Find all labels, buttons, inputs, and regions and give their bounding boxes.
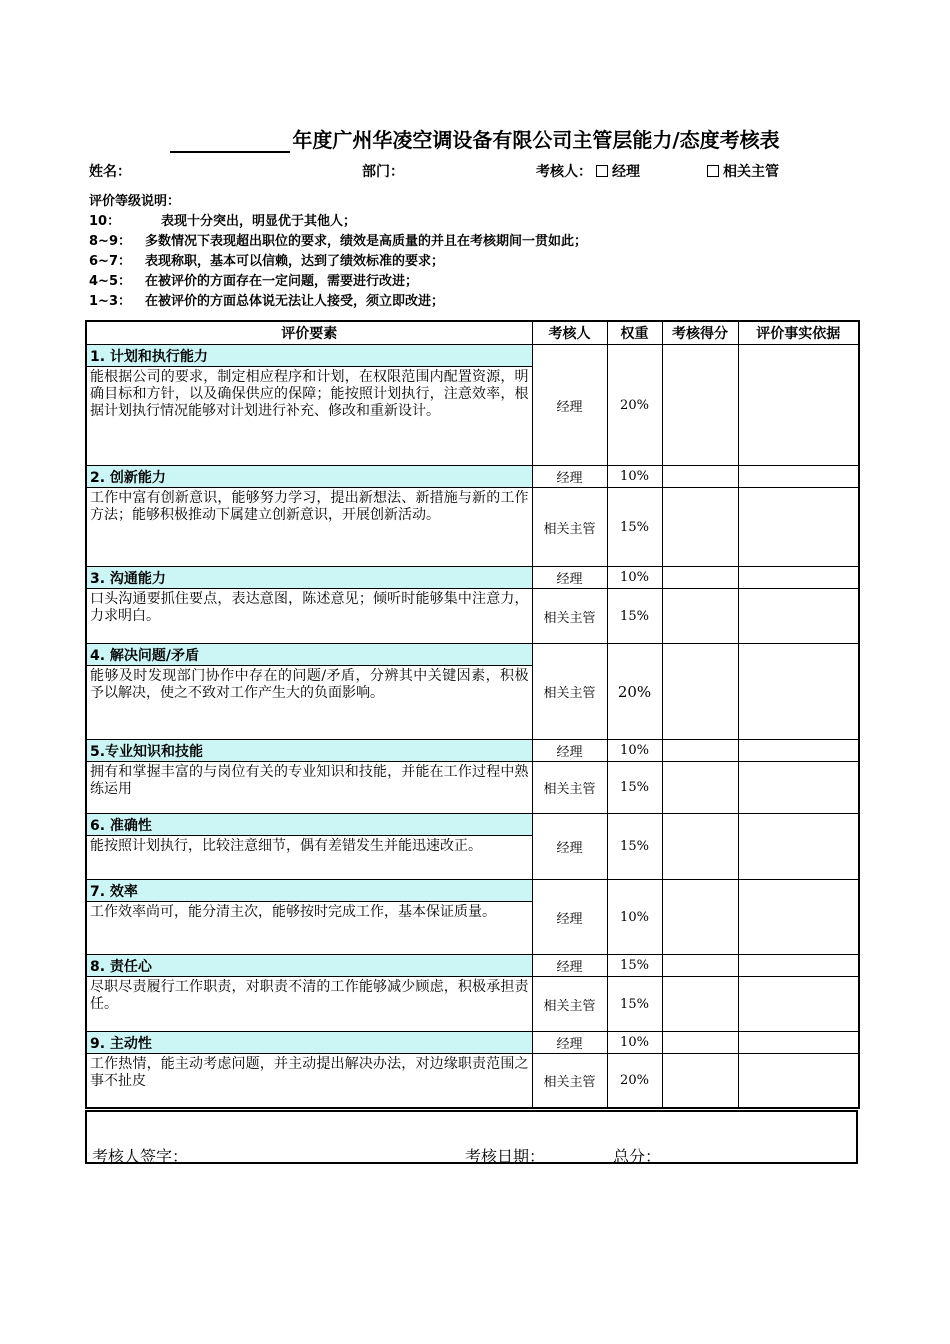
section-description: 能根据公司的要求，制定相应程序和计划，在权限范围内配置资源，明确目标和方针，以及确保供应的保障；能按照计划执行，注意效率，根据计划执行情况能够对计划进行补充、修改和重新设计。 <box>86 367 532 466</box>
legend-text: 在被评价的方面存在一定问题，需要进行改进； <box>145 274 419 289</box>
score-cell[interactable] <box>662 955 738 977</box>
legend-row <box>89 292 587 312</box>
evidence-cell[interactable] <box>738 567 859 589</box>
section-description: 工作热情，能主动考虑问题，并主动提出解决办法，对边缘职责范围之事不扯皮 <box>86 1054 532 1108</box>
weight-cell: 15% <box>607 814 662 880</box>
form-title-text: 年度广州华凌空调设备有限公司主管层能力/态度考核表 <box>292 128 780 152</box>
section-title: 6. 准确性 <box>86 814 532 836</box>
legend-level: 8~9： <box>89 234 131 249</box>
score-cell[interactable] <box>662 589 738 644</box>
score-cell[interactable] <box>662 814 738 880</box>
section-description: 能按照计划执行，比较注意细节，偶有差错发生并能迅速改正。 <box>86 836 532 880</box>
section-title: 7. 效率 <box>86 880 532 902</box>
score-cell[interactable] <box>662 762 738 814</box>
table-header-row <box>86 321 859 345</box>
weight-cell: 15% <box>607 488 662 567</box>
legend-text: 在被评价的方面总体说无法让人接受，须立即改进； <box>145 294 445 309</box>
legend-row <box>89 212 587 232</box>
weight-cell: 10% <box>607 880 662 955</box>
table-row <box>86 345 859 367</box>
evidence-cell[interactable] <box>738 345 859 466</box>
assessor-label: 考核人： <box>536 164 592 180</box>
legend-level: 4~5： <box>89 274 131 289</box>
assessor-cell: 经理 <box>532 1032 607 1054</box>
section-description: 工作中富有创新意识，能够努力学习，提出新想法、新措施与新的工作方法；能够积极推动下属建立创新意识，开展创新活动。 <box>86 488 532 567</box>
assessor-cell: 经理 <box>532 466 607 488</box>
section-title: 9. 主动性 <box>86 1032 532 1054</box>
section-title: 2. 创新能力 <box>86 466 532 488</box>
signature-footer <box>85 1110 858 1164</box>
evidence-cell[interactable] <box>738 1054 859 1108</box>
table-row <box>86 1054 859 1108</box>
weight-cell: 15% <box>607 977 662 1032</box>
section-description: 尽职尽责履行工作职责，对职责不清的工作能够减少顾虑，积极承担责任。 <box>86 977 532 1032</box>
score-cell[interactable] <box>662 977 738 1032</box>
evidence-cell[interactable] <box>738 762 859 814</box>
evidence-cell[interactable] <box>738 880 859 955</box>
table-row <box>86 1032 859 1054</box>
table-row <box>86 740 859 762</box>
assessor-cell: 相关主管 <box>532 1054 607 1108</box>
assessor-options <box>536 161 640 181</box>
legend-level: 10： <box>89 214 121 229</box>
assessor-cell: 相关主管 <box>532 644 607 740</box>
header-evidence: 评价事实依据 <box>738 321 859 345</box>
assessor-cell: 经理 <box>532 880 607 955</box>
assessor-cell: 相关主管 <box>532 488 607 567</box>
legend-heading: 评价等级说明： <box>89 194 181 209</box>
weight-cell: 20% <box>607 345 662 466</box>
legend-text: 表现称职，基本可以信赖，达到了绩效标准的要求； <box>145 254 445 269</box>
total-score-label: 总分： <box>613 1147 662 1166</box>
header-assessor: 考核人 <box>532 321 607 345</box>
weight-cell: 10% <box>607 466 662 488</box>
table-row <box>86 762 859 814</box>
evidence-cell[interactable] <box>738 644 859 740</box>
table-row <box>86 814 859 836</box>
assessor-cell: 相关主管 <box>532 589 607 644</box>
score-cell[interactable] <box>662 345 738 466</box>
legend-level: 1~3： <box>89 294 131 309</box>
weight-cell: 15% <box>607 955 662 977</box>
weight-cell: 10% <box>607 740 662 762</box>
evaluation-table <box>85 320 860 1109</box>
manager-checkbox[interactable] <box>596 165 608 177</box>
evidence-cell[interactable] <box>738 814 859 880</box>
section-description: 能够及时发现部门协作中存在的问题/矛盾，分辨其中关键因素，积极予以解决，使之不致对工作产生大的负面影响。 <box>86 666 532 740</box>
legend-text: 表现十分突出，明显优于其他人； <box>161 214 357 229</box>
weight-cell: 10% <box>607 567 662 589</box>
legend-text: 多数情况下表现超出职位的要求，绩效是高质量的并且在考核期间一贯如此； <box>145 234 588 249</box>
evidence-cell[interactable] <box>738 488 859 567</box>
manager-option-label: 经理 <box>612 164 640 180</box>
section-title: 3. 沟通能力 <box>86 567 532 589</box>
score-cell[interactable] <box>662 567 738 589</box>
legend-row <box>89 232 587 252</box>
assessor-cell: 经理 <box>532 567 607 589</box>
score-cell[interactable] <box>662 488 738 567</box>
assessor-cell: 经理 <box>532 814 607 880</box>
date-label: 考核日期： <box>465 1147 546 1166</box>
header-weight: 权重 <box>607 321 662 345</box>
name-label: 姓名： <box>89 164 131 180</box>
header-criteria: 评价要素 <box>86 321 532 345</box>
assessor-cell: 经理 <box>532 955 607 977</box>
assessor-cell: 相关主管 <box>532 977 607 1032</box>
assessor-cell: 经理 <box>532 740 607 762</box>
evidence-cell[interactable] <box>738 955 859 977</box>
evidence-cell[interactable] <box>738 740 859 762</box>
signature-label: 考核人签字： <box>92 1147 189 1166</box>
form-title <box>0 124 950 153</box>
table-row <box>86 466 859 488</box>
rating-legend <box>89 192 587 312</box>
table-row <box>86 955 859 977</box>
supervisor-checkbox[interactable] <box>707 165 719 177</box>
table-row <box>86 977 859 1032</box>
evidence-cell[interactable] <box>738 1032 859 1054</box>
section-title: 5.专业知识和技能 <box>86 740 532 762</box>
table-row <box>86 589 859 644</box>
header-score: 考核得分 <box>662 321 738 345</box>
weight-cell: 20% <box>607 644 662 740</box>
section-description: 拥有和掌握丰富的与岗位有关的专业知识和技能，并能在工作过程中熟练运用 <box>86 762 532 814</box>
section-description: 口头沟通要抓住要点，表达意图，陈述意见；倾听时能够集中注意力，力求明白。 <box>86 589 532 644</box>
evidence-cell[interactable] <box>738 466 859 488</box>
section-title: 8. 责任心 <box>86 955 532 977</box>
supervisor-option-label: 相关主管 <box>723 164 779 180</box>
table-row <box>86 567 859 589</box>
section-description: 工作效率尚可，能分清主次，能够按时完成工作，基本保证质量。 <box>86 902 532 955</box>
score-cell[interactable] <box>662 740 738 762</box>
legend-row <box>89 252 587 272</box>
supervisor-option <box>703 161 779 181</box>
evidence-cell[interactable] <box>738 977 859 1032</box>
section-title: 4. 解决问题/矛盾 <box>86 644 532 666</box>
year-blank[interactable] <box>170 131 290 153</box>
weight-cell: 10% <box>607 1032 662 1054</box>
evidence-cell[interactable] <box>738 589 859 644</box>
assessor-cell: 相关主管 <box>532 762 607 814</box>
assessor-cell: 经理 <box>532 345 607 466</box>
score-cell[interactable] <box>662 1032 738 1054</box>
score-cell[interactable] <box>662 644 738 740</box>
table-row <box>86 880 859 902</box>
score-cell[interactable] <box>662 466 738 488</box>
score-cell[interactable] <box>662 880 738 955</box>
legend-row <box>89 272 587 292</box>
department-label: 部门： <box>362 164 404 180</box>
weight-cell: 15% <box>607 589 662 644</box>
score-cell[interactable] <box>662 1054 738 1108</box>
weight-cell: 15% <box>607 762 662 814</box>
weight-cell: 20% <box>607 1054 662 1108</box>
table-row <box>86 644 859 666</box>
legend-level: 6~7： <box>89 254 131 269</box>
table-row <box>86 488 859 567</box>
section-title: 1. 计划和执行能力 <box>86 345 532 367</box>
